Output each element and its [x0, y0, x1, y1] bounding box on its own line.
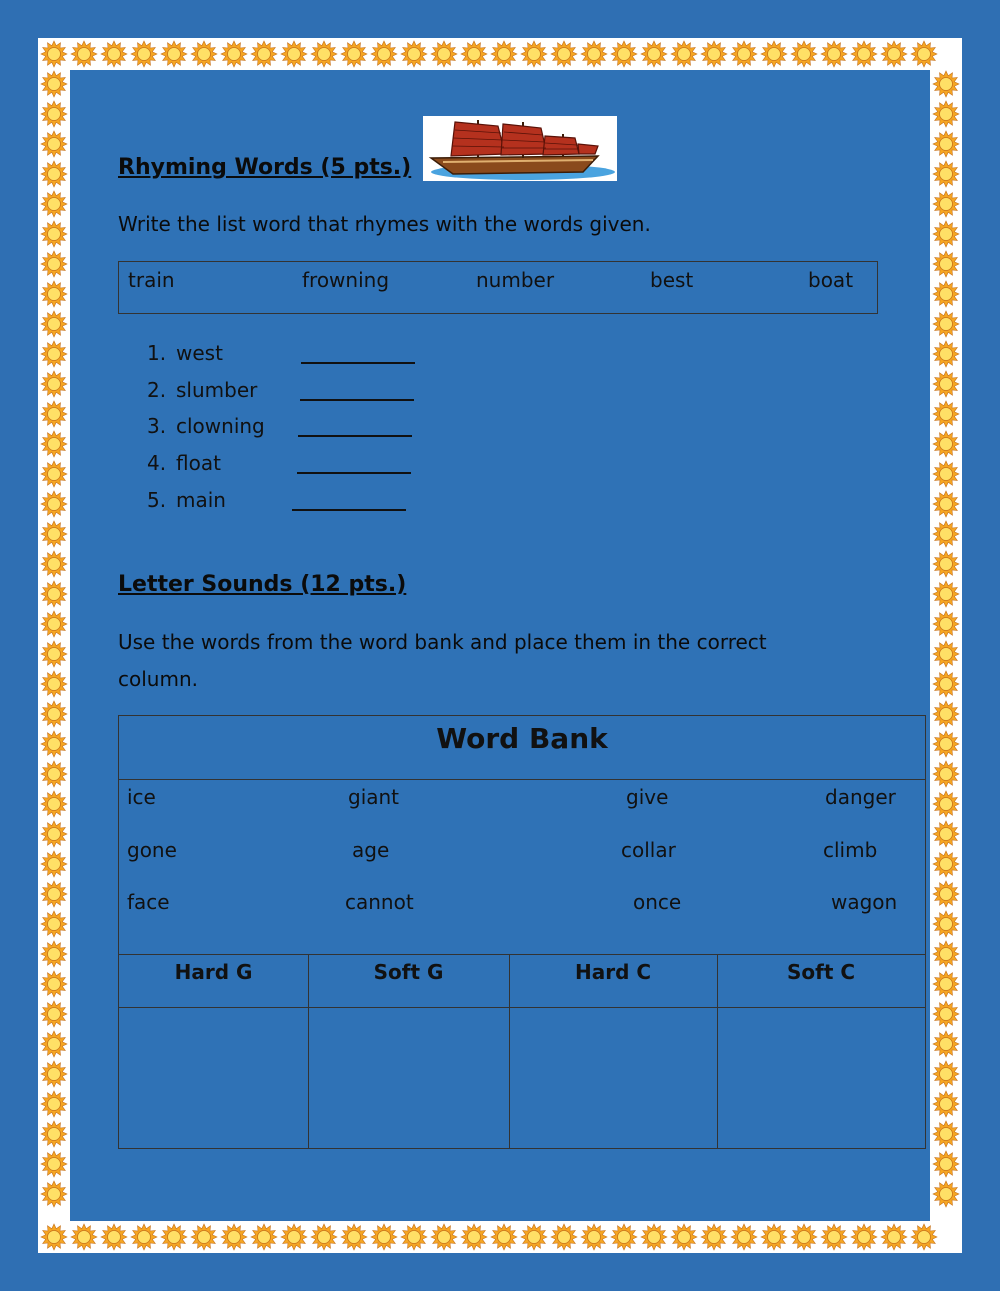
- answer-blank[interactable]: [300, 399, 414, 401]
- letter-sounds-heading: Letter Sounds (12 pts.): [118, 572, 407, 597]
- question-word: float: [176, 451, 221, 475]
- list-word-box: [118, 261, 878, 314]
- answer-blank[interactable]: [297, 472, 411, 474]
- bank-word: cannot: [345, 890, 414, 914]
- list-word: train: [128, 268, 175, 292]
- bank-word: ice: [127, 785, 156, 809]
- bank-word: wagon: [831, 890, 898, 914]
- column-header-soft-g: Soft G: [373, 960, 444, 984]
- column-header-hard-c: Hard C: [574, 960, 652, 984]
- answer-cell-hard-c[interactable]: [510, 1008, 717, 1149]
- divider: [119, 954, 925, 955]
- question-number: 3.: [147, 414, 167, 438]
- bank-word: give: [626, 785, 669, 809]
- question-number: 1.: [147, 341, 167, 365]
- column-header-soft-c: Soft C: [786, 960, 856, 984]
- bank-word: gone: [127, 838, 177, 862]
- bank-word: collar: [621, 838, 676, 862]
- word-bank-table: [118, 715, 926, 1149]
- word-bank-title: Word Bank: [436, 722, 608, 755]
- list-word: frowning: [302, 268, 390, 292]
- answer-cell-soft-c[interactable]: [718, 1008, 925, 1149]
- rhyming-words-heading: Rhyming Words (5 pts.): [118, 155, 412, 180]
- junk-ship-icon: [423, 116, 617, 181]
- answer-cell-hard-g[interactable]: [119, 1008, 308, 1149]
- list-word: best: [650, 268, 694, 292]
- letter-sounds-instruction-1: Use the words from the word bank and place them in the correct: [118, 630, 767, 654]
- answer-blank[interactable]: [292, 509, 406, 511]
- bank-word: danger: [825, 785, 896, 809]
- answer-cell-soft-g[interactable]: [309, 1008, 509, 1149]
- question-word: slumber: [176, 378, 258, 402]
- bank-word: climb: [823, 838, 878, 862]
- column-header-hard-g: Hard G: [174, 960, 253, 984]
- bank-word: giant: [348, 785, 400, 809]
- question-word: clowning: [176, 414, 265, 438]
- question-number: 2.: [147, 378, 167, 402]
- list-word: number: [476, 268, 555, 292]
- question-number: 5.: [147, 488, 167, 512]
- bank-word: age: [352, 838, 390, 862]
- answer-blank[interactable]: [301, 362, 415, 364]
- answer-blank[interactable]: [298, 435, 412, 437]
- question-number: 4.: [147, 451, 167, 475]
- bank-word: face: [127, 890, 170, 914]
- rhyming-instruction: Write the list word that rhymes with the words given.: [118, 212, 651, 236]
- list-word: boat: [808, 268, 854, 292]
- letter-sounds-instruction-2: column.: [118, 667, 198, 691]
- question-word: west: [176, 341, 223, 365]
- bank-word: once: [633, 890, 682, 914]
- divider: [119, 779, 925, 780]
- question-word: main: [176, 488, 226, 512]
